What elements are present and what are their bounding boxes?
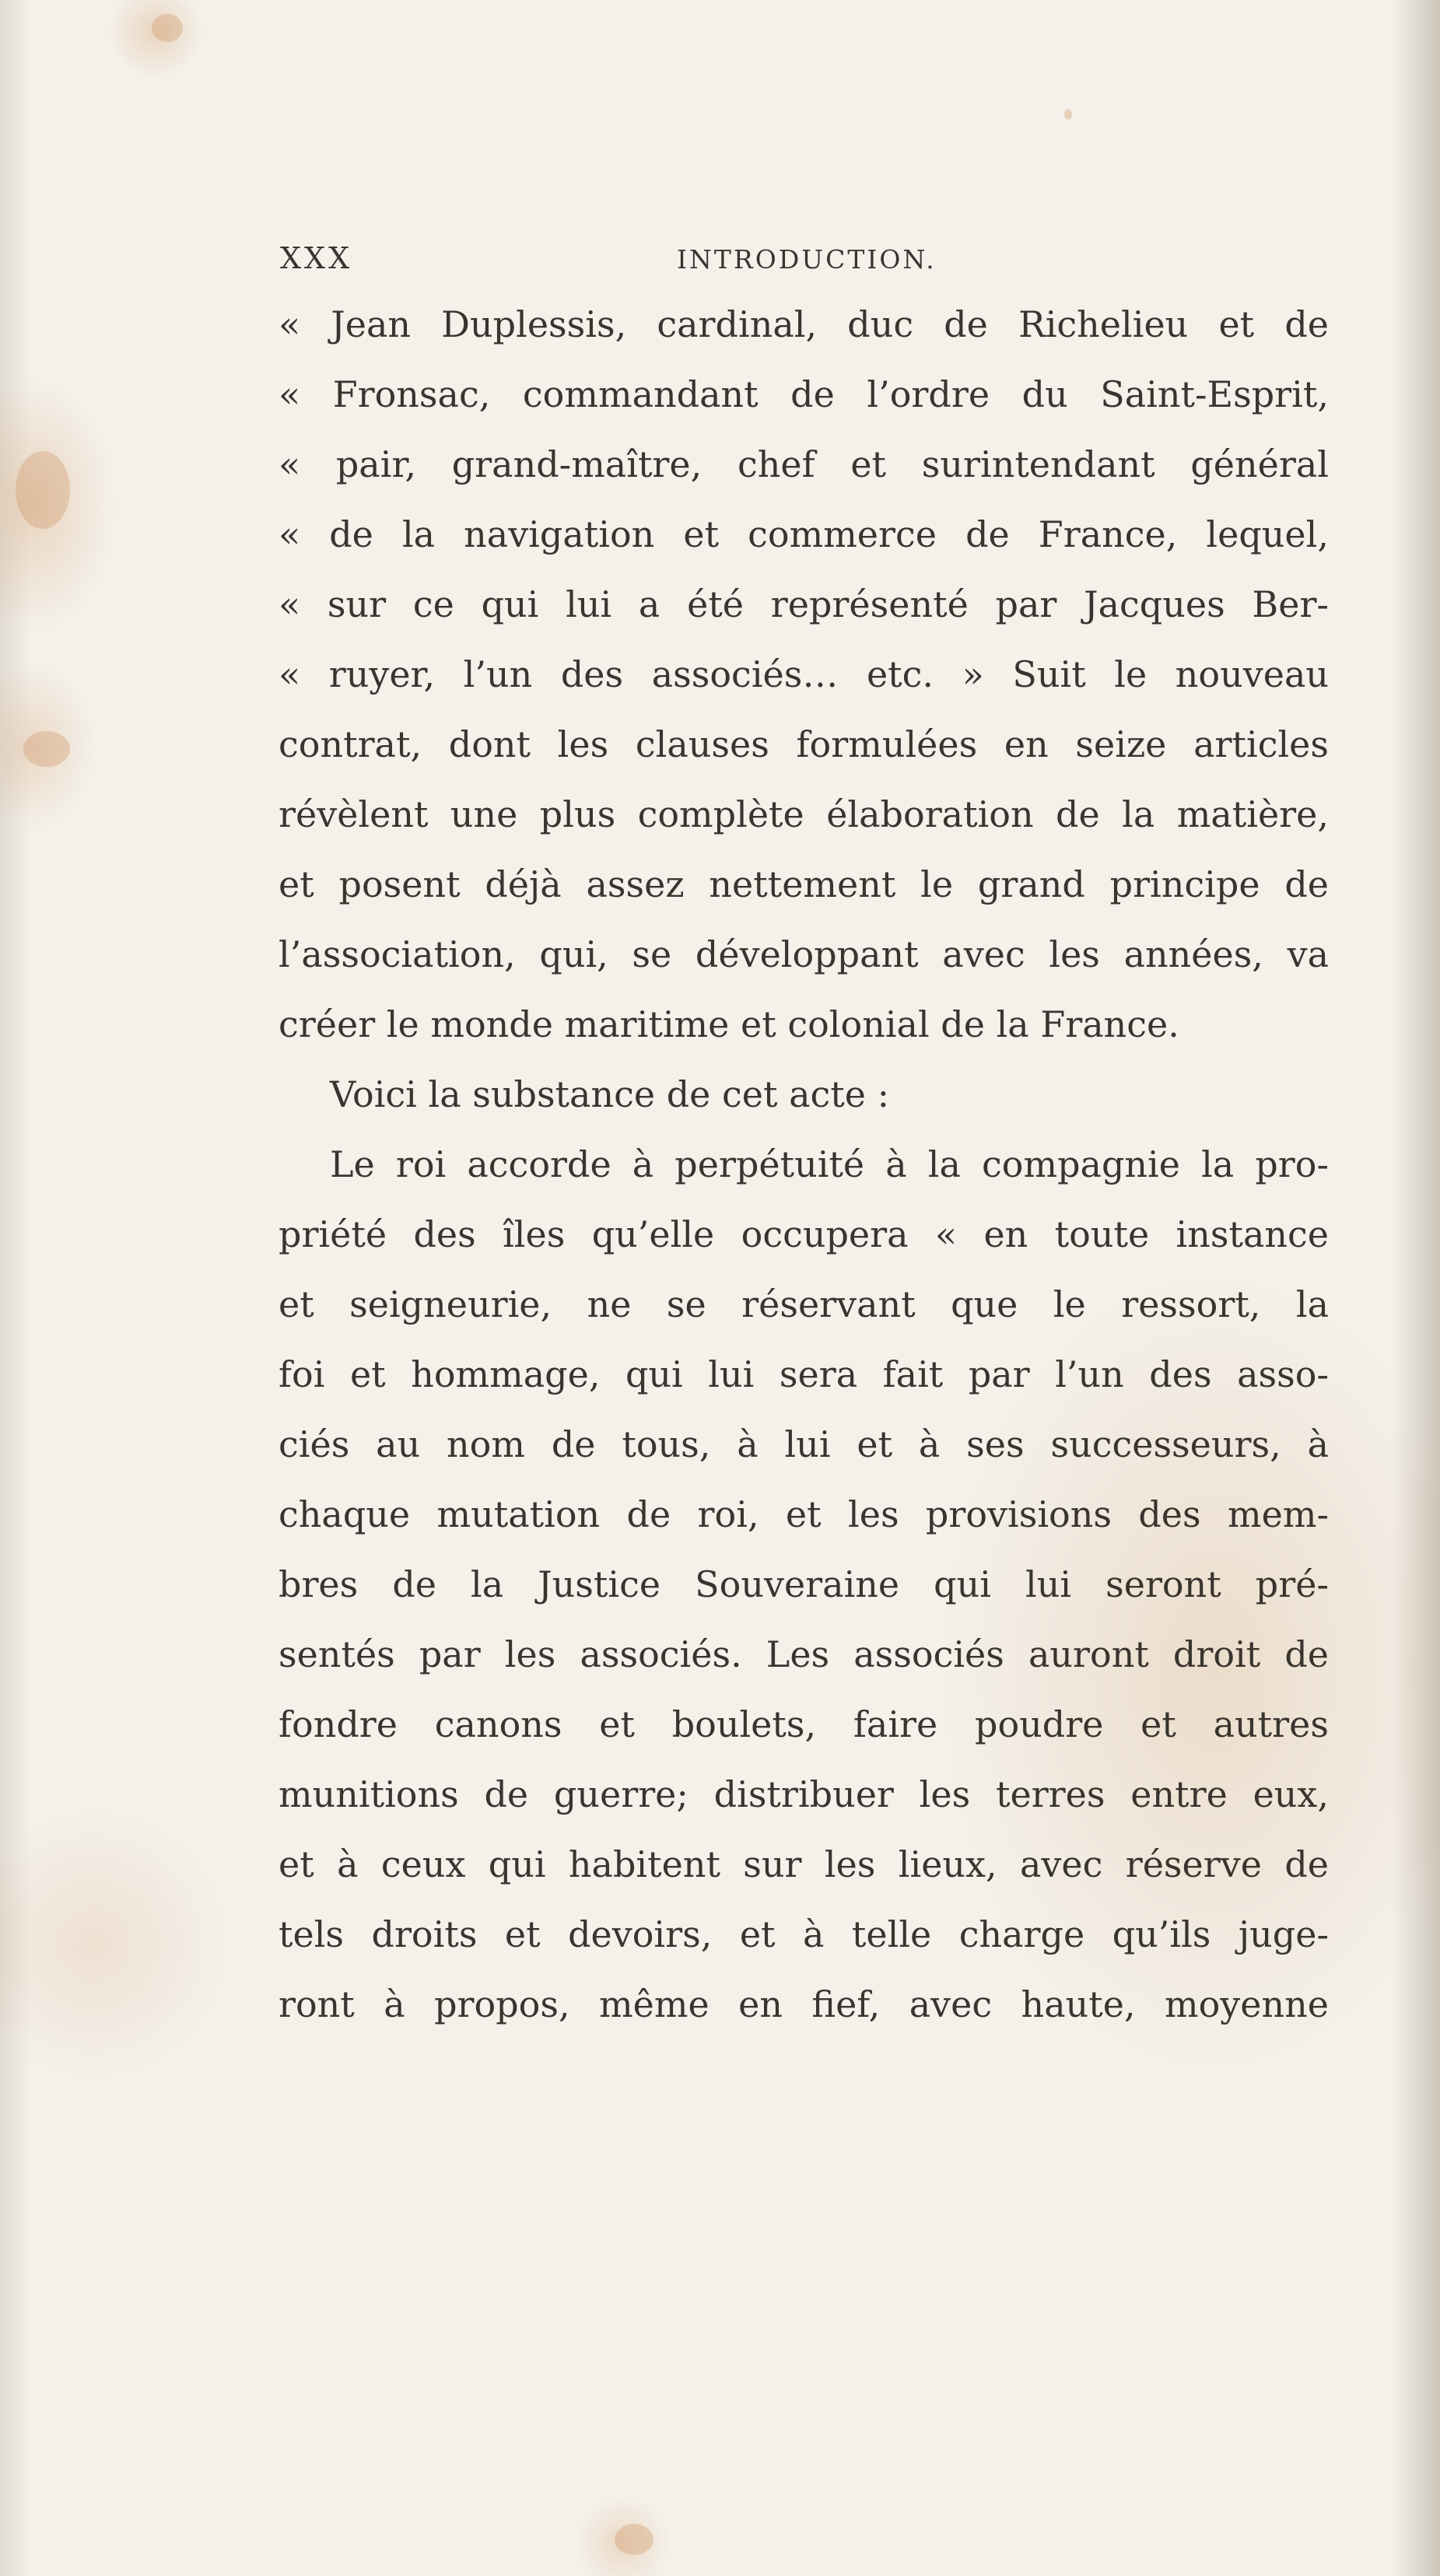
foxing-spot [152, 14, 183, 42]
text-line: foi et hommage, qui lui sera fait par l’un des asso- [279, 1353, 1329, 1395]
foxing-spot [1064, 109, 1072, 120]
text-line: Le roi accorde à perpétuité à la compagnie la pro- [330, 1143, 1329, 1185]
text-line: munitions de guerre; distribuer les terres entre eux, [279, 1773, 1329, 1815]
text-line: chaque mutation de roi, et les provisions des mem- [279, 1493, 1329, 1535]
text-line: « de la navigation et commerce de France, lequel, [279, 513, 1329, 555]
text-line: contrat, dont les clauses formulées en seize articles [279, 723, 1329, 765]
foxing-spot [23, 731, 70, 767]
text-line: et posent déjà assez nettement le grand principe de [279, 863, 1329, 905]
text-line: « pair, grand-maître, chef et surintendant général [279, 443, 1329, 485]
text-line: sentés par les associés. Les associés auront droit de [279, 1633, 1329, 1675]
page-header [280, 241, 937, 277]
running-head: INTRODUCTION. [677, 244, 937, 275]
foxing-spot [615, 2524, 653, 2555]
text-line: priété des îles qu’elle occupera « en toute instance [279, 1213, 1329, 1255]
text-line: « Fronsac, commandant de l’ordre du Saint-Esprit, [279, 373, 1329, 415]
body-text [279, 289, 1329, 2039]
text-line: révèlent une plus complète élaboration de la matière, [279, 793, 1329, 835]
text-line: ront à propos, même en fief, avec haute, moyenne [279, 1983, 1329, 2025]
foxing-spot [16, 451, 70, 529]
page-number: XXX [280, 241, 353, 275]
text-line: créer le monde maritime et colonial de la France. [279, 1003, 1179, 1045]
text-line: ciés au nom de tous, à lui et à ses successeurs, à [279, 1423, 1329, 1465]
text-line: bres de la Justice Souveraine qui lui seront pré- [279, 1563, 1329, 1605]
text-line: fondre canons et boulets, faire poudre et autres [279, 1703, 1329, 1745]
text-line: et seigneurie, ne se réservant que le ressort, la [279, 1283, 1329, 1325]
text-line: « ruyer, l’un des associés… etc. » Suit le nouveau [279, 653, 1329, 695]
text-line: « sur ce qui lui a été représenté par Jacques Ber- [279, 583, 1329, 625]
text-line: l’association, qui, se développant avec les années, va [279, 933, 1329, 975]
text-line: Voici la substance de cet acte : [330, 1073, 890, 1115]
text-line: tels droits et devoirs, et à telle charge qu’ils juge- [279, 1913, 1329, 1955]
text-line: « Jean Duplessis, cardinal, duc de Richelieu et de [279, 303, 1329, 345]
text-line: et à ceux qui habitent sur les lieux, avec réserve de [279, 1843, 1329, 1885]
